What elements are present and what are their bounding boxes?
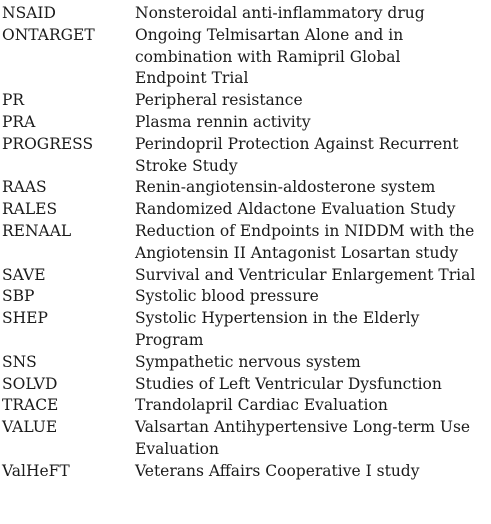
abbreviation-row <box>2 395 491 417</box>
definition-line: Ongoing Telmisartan Alone and in <box>135 25 404 44</box>
abbreviation-row <box>2 352 491 374</box>
abbreviation-row <box>2 3 491 25</box>
definition-line: Nonsteroidal anti-inflammatory drug <box>135 4 425 22</box>
definition-line: Studies of Left Ventricular Dysfunction <box>135 374 442 393</box>
abbreviation-definition <box>135 177 489 199</box>
abbreviation-term: PRA <box>2 112 36 131</box>
abbreviation-row <box>2 286 491 308</box>
abbreviation-term: SAVE <box>2 265 46 284</box>
abbreviation-row <box>2 308 491 352</box>
abbreviation-definition <box>135 221 489 265</box>
abbreviation-row <box>2 25 491 90</box>
definition-line: Perindopril Protection Against Recurrent <box>135 134 459 153</box>
abbreviation-definition <box>135 112 489 134</box>
abbreviation-definition <box>135 3 489 25</box>
abbreviation-row <box>2 221 491 265</box>
abbreviation-term: SBP <box>2 287 35 306</box>
abbreviation-row <box>2 112 491 134</box>
abbreviation-term: VALUE <box>2 418 58 437</box>
abbreviation-row <box>2 265 491 287</box>
abbreviation-term: RALES <box>2 200 58 219</box>
abbreviation-term: NSAID <box>2 4 56 22</box>
definition-line: Stroke Study <box>135 156 238 175</box>
abbreviation-definition <box>135 134 489 178</box>
definition-line: combination with Ramipril Global <box>135 47 401 66</box>
abbreviation-definition <box>135 286 489 308</box>
definition-line: Sympathetic nervous system <box>135 352 361 371</box>
abbreviation-row <box>2 134 491 178</box>
definition-line: Trandolapril Cardiac Evaluation <box>135 396 388 415</box>
abbreviation-definition <box>135 374 489 396</box>
abbreviation-definition <box>135 25 489 90</box>
abbreviation-term: PR <box>2 91 25 110</box>
abbreviation-term: TRACE <box>2 396 59 415</box>
abbreviation-definition <box>135 461 489 483</box>
definition-line: Veterans Affairs Cooperative I study <box>135 461 420 480</box>
definition-line: Renin-angiotensin-aldosterone system <box>135 178 436 197</box>
abbreviation-row <box>2 90 491 112</box>
abbreviation-row <box>2 177 491 199</box>
definition-line: Program <box>135 330 204 349</box>
definition-line: Plasma rennin activity <box>135 112 311 131</box>
abbreviation-term: RAAS <box>2 178 47 197</box>
definition-line: Randomized Aldactone Evaluation Study <box>135 200 456 219</box>
abbreviation-term: PROGRESS <box>2 134 94 153</box>
abbreviation-definition <box>135 265 489 287</box>
abbreviation-row <box>2 417 491 461</box>
definition-line: Endpoint Trial <box>135 69 249 88</box>
abbreviation-term: SOLVD <box>2 374 58 393</box>
abbreviation-term: ValHeFT <box>2 461 70 480</box>
abbreviation-row <box>2 199 491 221</box>
abbreviation-definition <box>135 395 489 417</box>
abbreviation-definition <box>135 308 489 352</box>
abbreviation-term: SNS <box>2 352 37 371</box>
definition-line: Systolic blood pressure <box>135 287 319 306</box>
definition-line: Survival and Ventricular Enlargement Trial <box>135 265 476 284</box>
abbreviation-term: RENAAL <box>2 221 72 240</box>
abbreviation-definition <box>135 90 489 112</box>
definition-line: Reduction of Endpoints in NIDDM with the <box>135 221 475 240</box>
abbreviation-definition <box>135 352 489 374</box>
definition-line: Angiotensin II Antagonist Losartan study <box>135 243 459 262</box>
abbreviation-term: SHEP <box>2 309 48 328</box>
definition-line: Valsartan Antihypertensive Long-term Use <box>135 418 471 437</box>
definition-line: Peripheral resistance <box>135 91 303 110</box>
abbreviation-definition <box>135 199 489 221</box>
abbreviation-term: ONTARGET <box>2 25 95 44</box>
abbreviation-row <box>2 461 491 483</box>
definition-line: Systolic Hypertension in the Elderly <box>135 309 420 328</box>
abbreviation-row <box>2 374 491 396</box>
abbreviation-definition <box>135 417 489 461</box>
definition-line: Evaluation <box>135 439 219 458</box>
